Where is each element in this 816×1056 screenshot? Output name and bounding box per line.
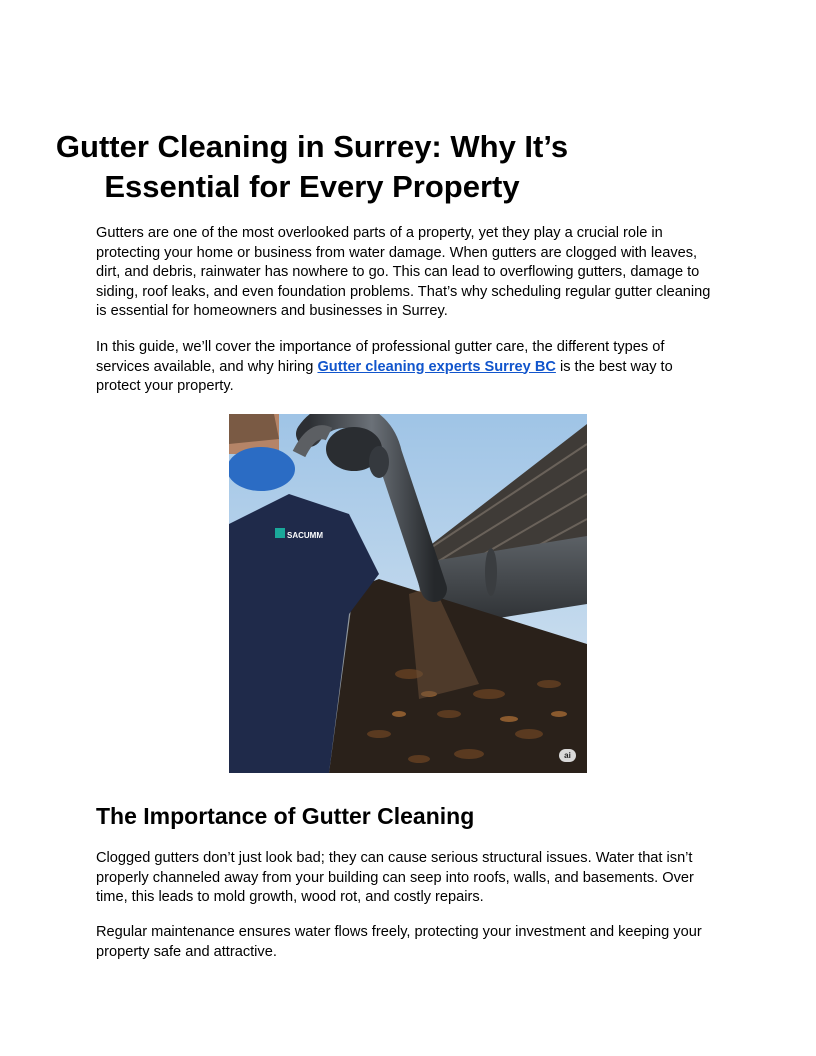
ai-badge: ai (559, 749, 576, 762)
intro-paragraph: Gutters are one of the most overlooked parts of a property, yet they play a crucial role in protecting your home or business from water damage. When gutters are clogged with leaves, dirt, and debris, rainwater has nowhere to go. This can lead to overflowing gutters, damage to siding, roof leaks, and even foundation problems. That’s why scheduling regular gutter cleaning is essential for homeowners and businesses in Surrey. (96, 225, 711, 319)
guide-text-after-link: is the best way to protect your property. (96, 358, 673, 394)
gutter-cleaning-experts-link[interactable]: Gutter cleaning experts Surrey BC (317, 358, 556, 375)
gutter-cleaning-photo (229, 414, 587, 773)
guide-paragraph (96, 338, 720, 397)
section-paragraph-1: Clogged gutters don’t just look bad; they can cause serious structural issues. Water that isn’t properly channeled away from your building can seep into roofs, walls, and basements. Over time, this leads to mold growth, wood rot, and costly repairs. (96, 850, 694, 905)
page-title: Gutter Cleaning in Surrey: Why It’s Essential for Every Property (55, 129, 569, 204)
photo-illustration (229, 414, 587, 773)
shirt-logo-text: SACUMM (287, 531, 323, 540)
guide-text-before-link: In this guide, we’ll cover the importance of professional gutter care, the different types of services available, and why hiring (96, 339, 665, 375)
section-paragraph-2: Regular maintenance ensures water flows freely, protecting your investment and keeping your property safe and attractive. (96, 924, 702, 960)
section-heading: The Importance of Gutter Cleaning (96, 803, 475, 829)
